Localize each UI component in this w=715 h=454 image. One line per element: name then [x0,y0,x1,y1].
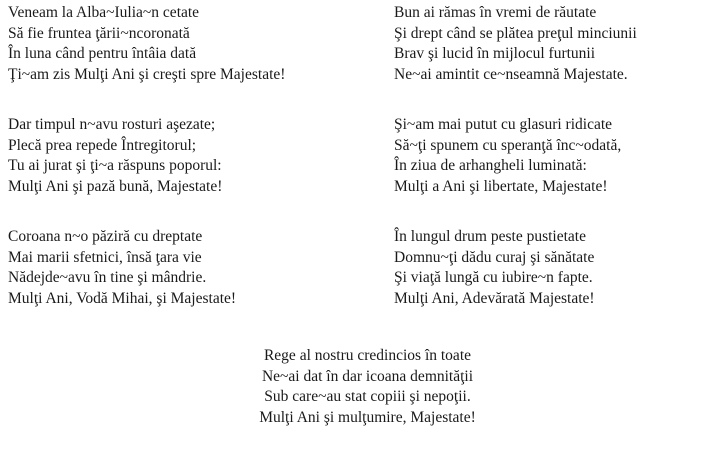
verse-line: Şi drept când se plătea preţul minciunii [394,24,637,42]
stanza-left-3 [8,227,236,309]
stanza-right-1 [394,3,637,85]
verse-line: Ţi~am zis Mulţi Ani şi creşti spre Majestate! [8,65,286,83]
verse-line: Brav şi lucid în mijlocul furtunii [394,45,596,62]
stanza-right-3 [394,227,595,309]
verse-line: Şi~am mai putut cu glasuri ridicate [394,116,613,133]
verse-line: Veneam la Alba~Iulia~n cetate [8,4,200,21]
verse-line: Mulţi Ani şi pază bună, Majestate! [8,177,223,195]
verse-line: În ziua de arhangheli luminată: [394,157,587,174]
verse-line: Rege al nostru credincios în toate [263,347,472,364]
verse-line: Să~ţi spunem cu speranţă înc~odată, [394,136,622,154]
verse-line: Tu ai jurat şi ţi~a răspuns poporul: [8,157,222,174]
verse-line: Plecă prea repede Întregitorul; [8,136,197,154]
verse-line: Domnu~ţi dădu curaj şi sănătate [394,248,595,266]
verse-line: Mulţi Ani şi mulţumire, Majestate! [259,408,476,426]
verse-line: Mulţi Ani, Vodă Mihai, şi Majestate! [8,289,237,307]
verse-line: Mulţi Ani, Adevărată Majestate! [394,289,595,307]
verse-line: Sub care~au stat copiii şi nepoţii. [264,388,471,405]
verse-line: Nădejde~avu în tine şi mândrie. [8,269,207,286]
stanza-right-2 [394,115,621,197]
stanza-left-1 [8,3,285,85]
stanza-final [0,346,715,428]
verse-line: Dar timpul n~avu rosturi aşezate; [8,116,216,133]
verse-line: Ne~ai amintit ce~nseamnă Majestate. [394,65,628,83]
verse-line: În lungul drum peste pustietate [394,228,586,245]
verse-line: Mai marii sfetnici, însă ţara vie [8,248,202,266]
verse-line: Coroana n~o păziră cu dreptate [8,228,203,245]
verse-line: Şi viaţă lungă cu iubire~n fapte. [394,269,593,286]
verse-line: În luna când pentru întâia dată [8,45,197,62]
verse-line: Mulţi a Ani şi libertate, Majestate! [394,177,608,195]
verse-line: Să fie fruntea ţării~ncoronată [8,24,190,42]
stanza-left-2 [8,115,222,197]
verse-line: Ne~ai dat în dar icoana demnităţii [261,367,474,385]
verse-line: Bun ai rămas în vremi de răutate [394,4,597,21]
